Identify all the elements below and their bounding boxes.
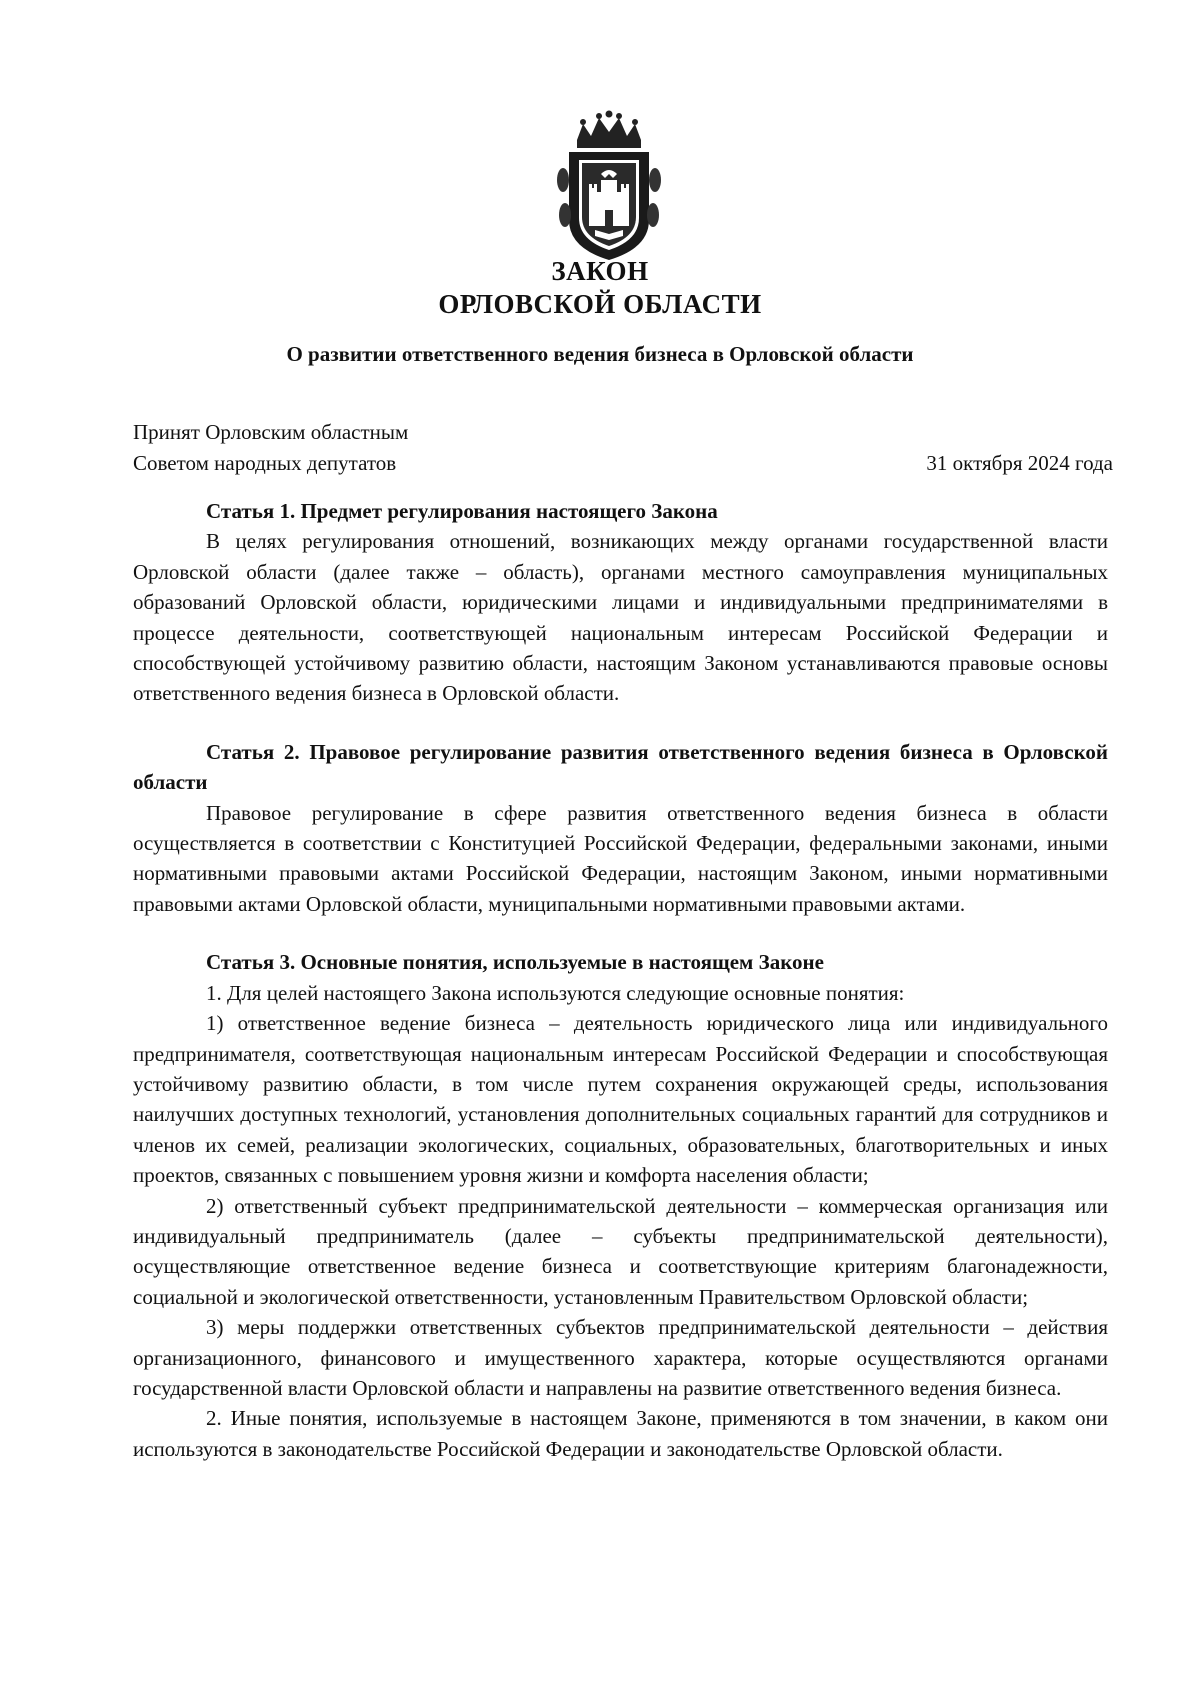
article-paragraph: 2. Иные понятия, используемые в настоящем Законе, применяются в том значении, в каком они используются в законодательстве Российской Федерации и законодательстве Орловской области.: [133, 1406, 1108, 1461]
article-paragraph: 3) меры поддержки ответственных субъектов предпринимательской деятельности – действия организационного, финансового и имущественного характера, которые осуществляются органами государственной власти Орловской области и направлены на развитие ответственного ведения бизнеса.: [133, 1315, 1108, 1400]
adoption-line-1: Принят Орловским областным: [133, 420, 409, 444]
article-paragraph: 1) ответственное ведение бизнеса – деятельность юридического лица или индивидуального предпринимателя, соответствующая национальным интересам Российской Федерации и способствующая устойчивому развитию области, в том числе путем сохранения окружающей среды, использования наилучших доступных технологий, установления дополнительных социальных гарантий для сотрудников и членов их семей, реализации экологических, социальных, образовательных, благотворительных и иных проектов, связанных с повышением уровня жизни и комфорта населения области;: [133, 1011, 1108, 1188]
article-paragraph: Правовое регулирование в сфере развития ответственного ведения бизнеса в области осуществляется в соответствии с Конституцией Российской Федерации, федеральными законами, иными нормативными правовыми актами Российской Федерации, настоящим Законом, иными нормативными правовыми актами Орловской области, муниципальными нормативными правовыми актами.: [133, 800, 1108, 916]
document-title: ЗАКОН: [551, 256, 649, 286]
article-1: [133, 496, 1108, 709]
adoption-line-2: Советом народных депутатов: [133, 451, 397, 475]
law-name: О развитии ответственного ведения бизнеса в Орловской области: [286, 342, 914, 366]
article-3: [133, 947, 1108, 1464]
law-body: [133, 496, 1108, 1464]
article-2: [133, 737, 1108, 919]
article-heading: Статья 2. Правовое регулирование развития ответственного ведения бизнеса в Орловской области: [133, 739, 1108, 795]
article-paragraph: 1. Для целей настоящего Закона используются следующие основные понятия:: [206, 980, 905, 1005]
article-heading: Статья 1. Предмет регулирования настоящего Закона: [206, 499, 718, 523]
article-paragraph: 2) ответственный субъект предпринимательской деятельности – коммерческая организация или индивидуальный предприниматель (далее – субъекты предпринимательской деятельности), осуществляющие ответственное ведение бизнеса и соответствующие критериям благонадежности, социальной и экологической ответственности, установленным Правительством Орловской области;: [133, 1193, 1108, 1309]
orel-oblast-coat-of-arms-icon: [555, 110, 663, 265]
document-subtitle: ОРЛОВСКОЙ ОБЛАСТИ: [438, 289, 762, 319]
article-paragraph: В целях регулирования отношений, возникающих между органами государственной власти Орловской области (далее также – область), органами местного самоуправления муниципальных образований Орловской области, юридическими лицами и индивидуальными предпринимателями в процессе деятельности, соответствующей национальным интересам Российской Федерации и способствующей устойчивому развитию области, настоящим Законом устанавливаются правовые основы ответственного ведения бизнеса в Орловской области.: [133, 529, 1108, 706]
adoption-info: [133, 417, 1113, 479]
adoption-date: 31 октября 2024 года: [926, 451, 1113, 475]
article-heading: Статья 3. Основные понятия, используемые в настоящем Законе: [206, 950, 824, 975]
